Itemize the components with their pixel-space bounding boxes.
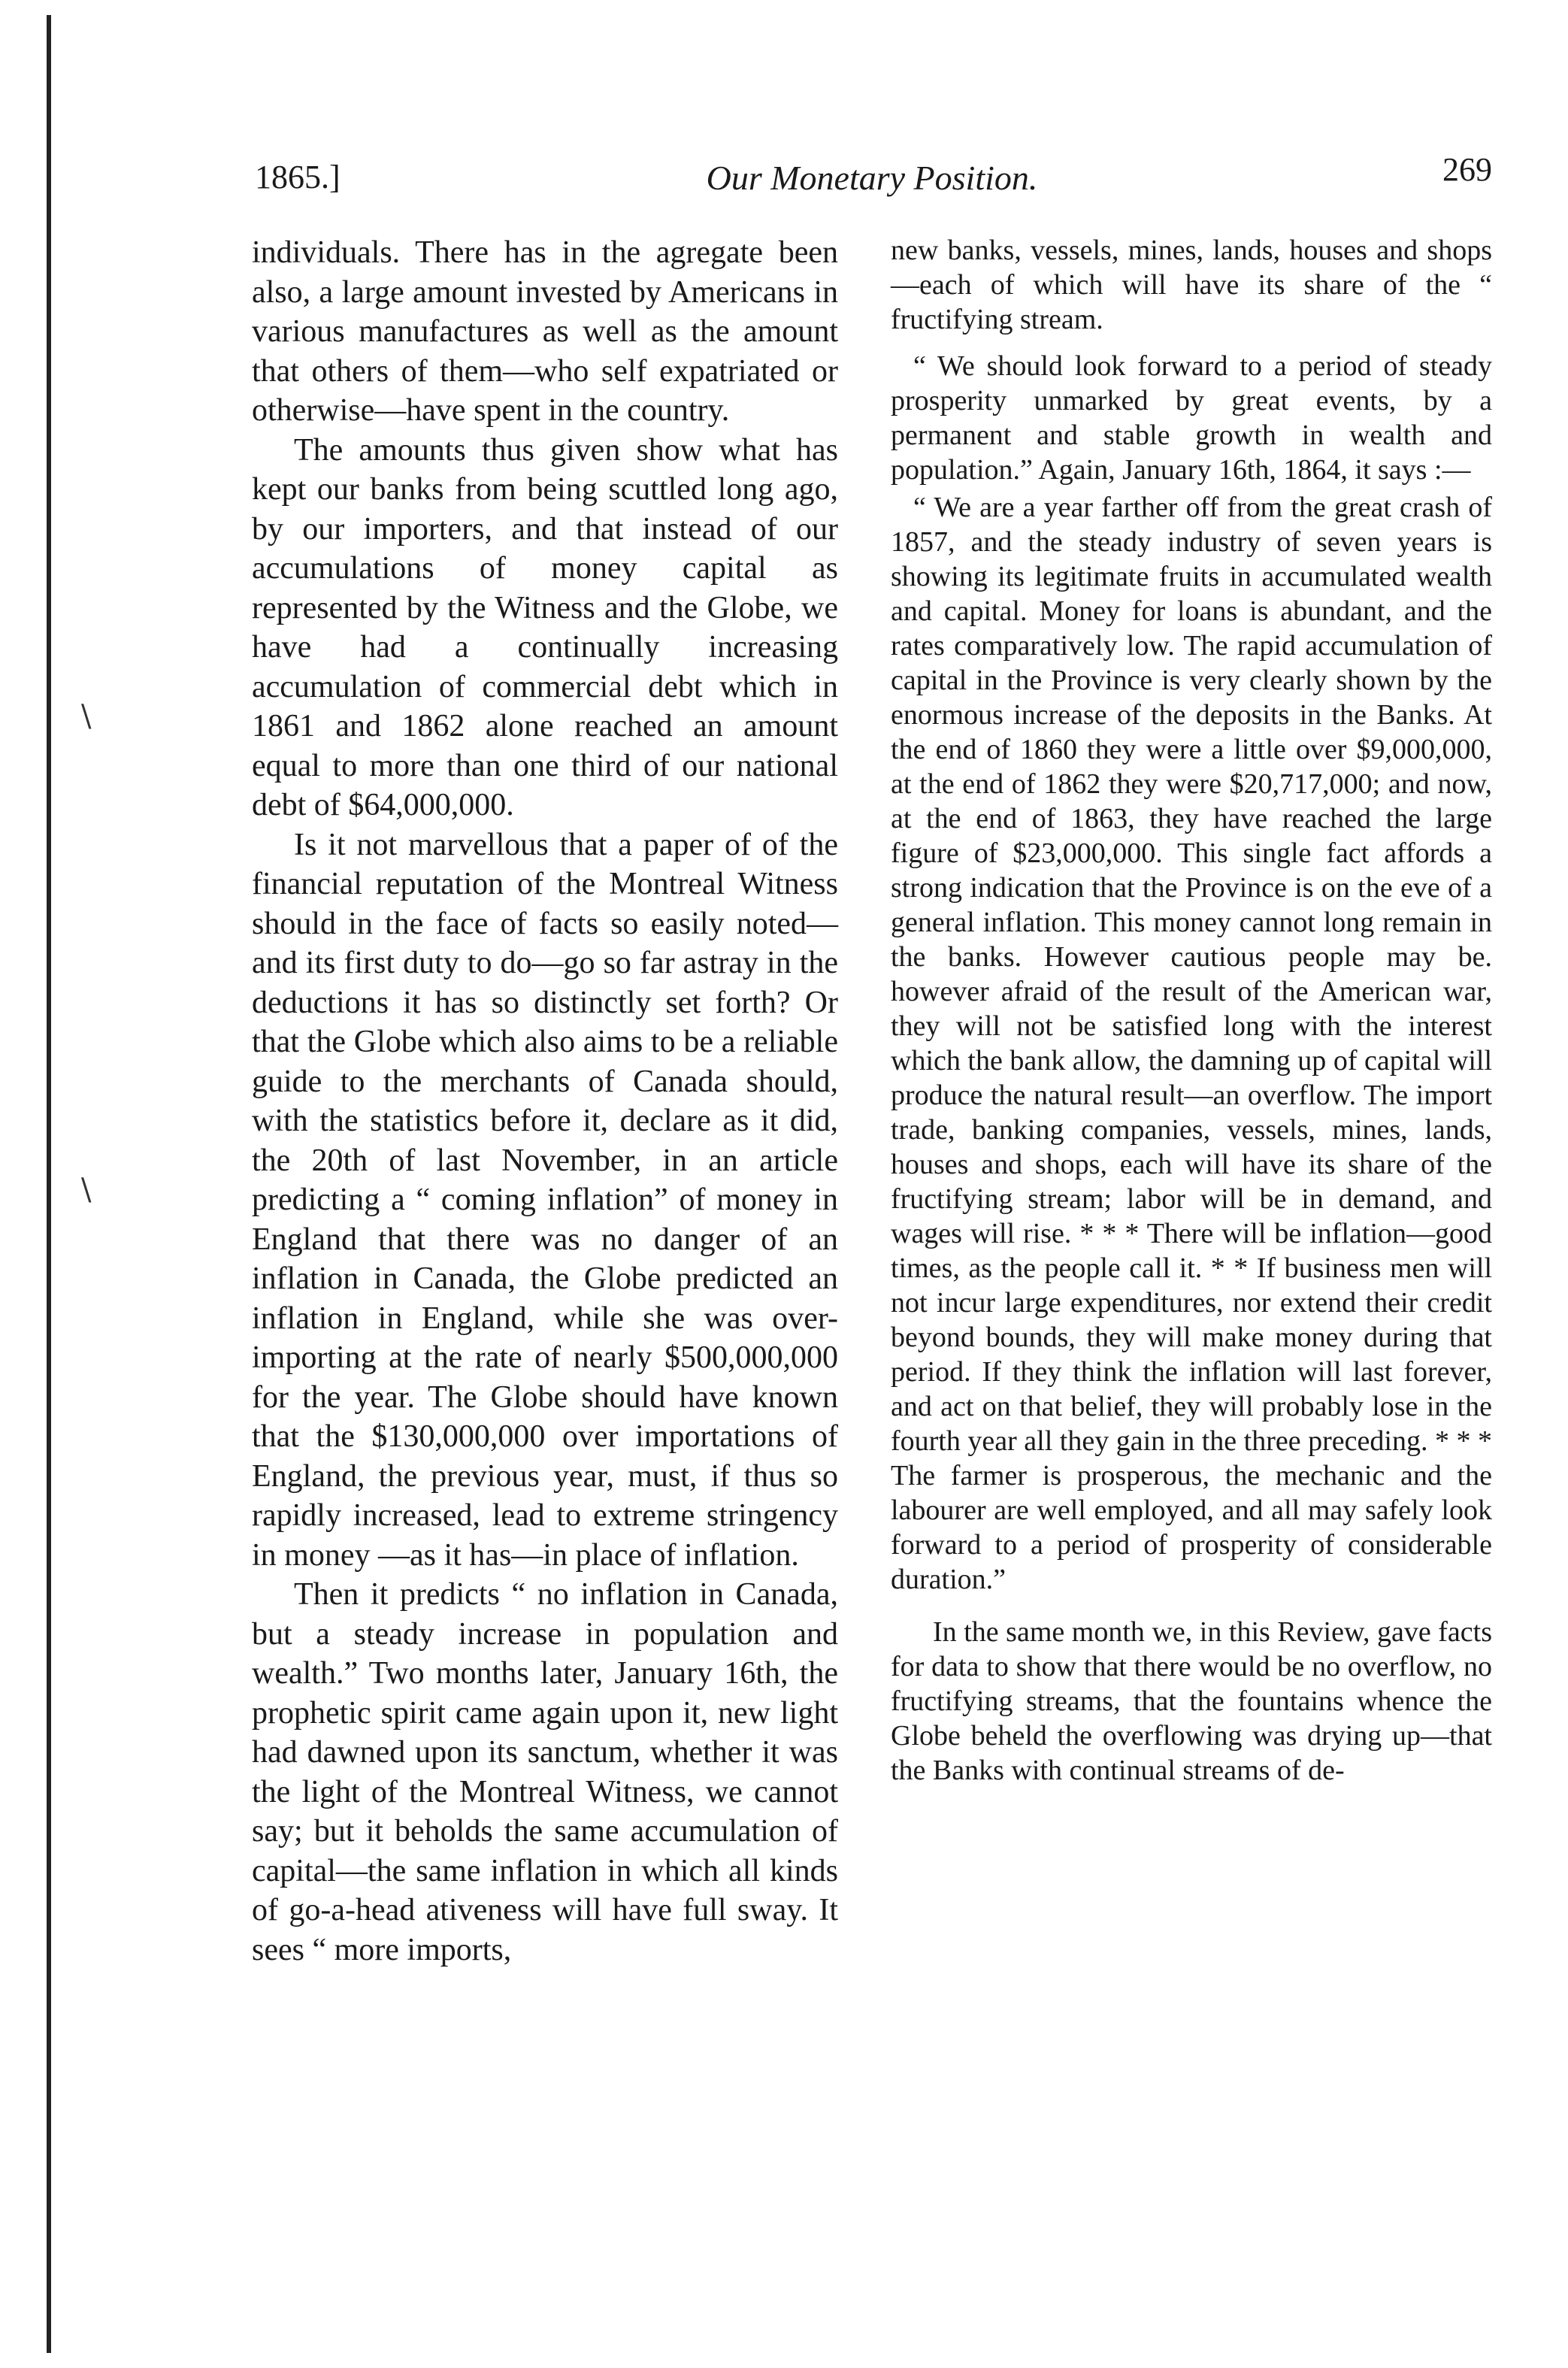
- page-edge-rule: [47, 15, 51, 2353]
- page-number: 269: [1442, 151, 1492, 188]
- running-header: [252, 150, 1492, 203]
- right-column: [891, 233, 1492, 1788]
- left-paragraph: individuals. There has in the agregate been also, a large amount invested by Americans in various manufactures as well as the amount that others of them—who self expatriated or otherwise—have spent in the country.: [252, 235, 838, 428]
- quoted-passage: “ We should look forward to a period of steady prosperity unmarked by great events, by a permanent and stable growth in wealth and population.” Again, January 16th, 1864, it says :—: [891, 350, 1492, 486]
- left-paragraph: Then it predicts “ no inflation in Canada, but a steady increase in population and wealth.” Two months later, January 16th, the prophetic spirit came again upon it, new light had dawned upon its sanctum, whether it was the light of the Montreal Witness, we cannot say; but it beholds the same accumulation of capital—the same inflation in which all kinds of go-a-head ativeness will have full sway. It sees “ more imports,: [252, 1577, 838, 1967]
- header-title: Our Monetary Position.: [706, 159, 1038, 197]
- left-column: [252, 233, 838, 1970]
- header-year: 1865.]: [255, 159, 341, 195]
- quoted-passage: “ We are a year farther off from the great crash of 1857, and the steady industry of seven years is showing its legitimate fruits in accumulated wealth and capital. Money for loans is abundant, and the rates comparatively low. The rapid accumulation of capital in the Province is very clearly shown by the enormous increase of the deposits in the Banks. At the end of 1860 they were a little over $9,000,000, at the end of 1862 they were $20,717,000; and now, at the end of 1863, they have reached the large figure of $23,000,000. This single fact affords a strong indication that the Province is on the eve of a general inflation. This money cannot long remain in the banks. However cautious people may be. however afraid of the result of the American war, they will not be satisfied long with the interest which the bank allow, the damning up of capital will produce the natural result—an overflow. The import trade, banking companies, vessels, mines, lands, houses and shops, each will have its share of the fructifying stream; labor will be in demand, and wages will rise. * * * There will be inflation—good times, as the people call it. * * If business men will not incur large expenditures, nor extend their credit beyond bounds, they will make money during that period. If they think the inflation will last forever, and act on that belief, they will probably lose in the fourth year all they gain in the three preceding. * * * The farmer is prosperous, the mechanic and the labourer are well employed, and all may safely look forward to a period of prosperity of considerable duration.”: [891, 492, 1492, 1595]
- margin-marks: \ \: [81, 699, 92, 1207]
- right-paragraph-closing: In the same month we, in this Review, gave facts for data to show that there would be no overflow, no fructifying streams, that the fountains whence the Globe beheld the overflowing was drying up—that the Banks with continual streams of de-: [891, 1616, 1492, 1786]
- left-paragraph: The amounts thus given show what has kept our banks from being scuttled long ago, by our importers, and that instead of our accumulations of money capital as represented by the Witness and the Globe, we have had a continually increasing accumulation of commercial debt which in 1861 and 1862 alone reached an amount equal to more than one third of our national debt of $64,000,000.: [252, 432, 838, 822]
- book-page: [252, 150, 1492, 2345]
- right-paragraph-opening: new banks, vessels, mines, lands, houses and shops—each of which will have its share of the “ fructifying stream.: [891, 235, 1492, 335]
- left-paragraph: Is it not marvellous that a paper of of the financial reputation of the Montreal Witness should in the face of facts so easily noted—and its first duty to do—go so far astray in the deductions it has so distinctly set forth? Or that the Globe which also aims to be a reliable guide to the merchants of Canada should, with the statistics before it, declare as it did, the 20th of last November, in an article predicting a “ coming inflation” of money in England that there was no danger of an inflation in Canada, the Globe predicted an inflation in England, while she was over-importing at the rate of nearly $500,000,000 for the year. The Globe should have known that the $130,000,000 over importations of England, the previous year, must, if thus so rapidly increased, lead to extreme stringency in money —as it has—in place of inflation.: [252, 827, 838, 1573]
